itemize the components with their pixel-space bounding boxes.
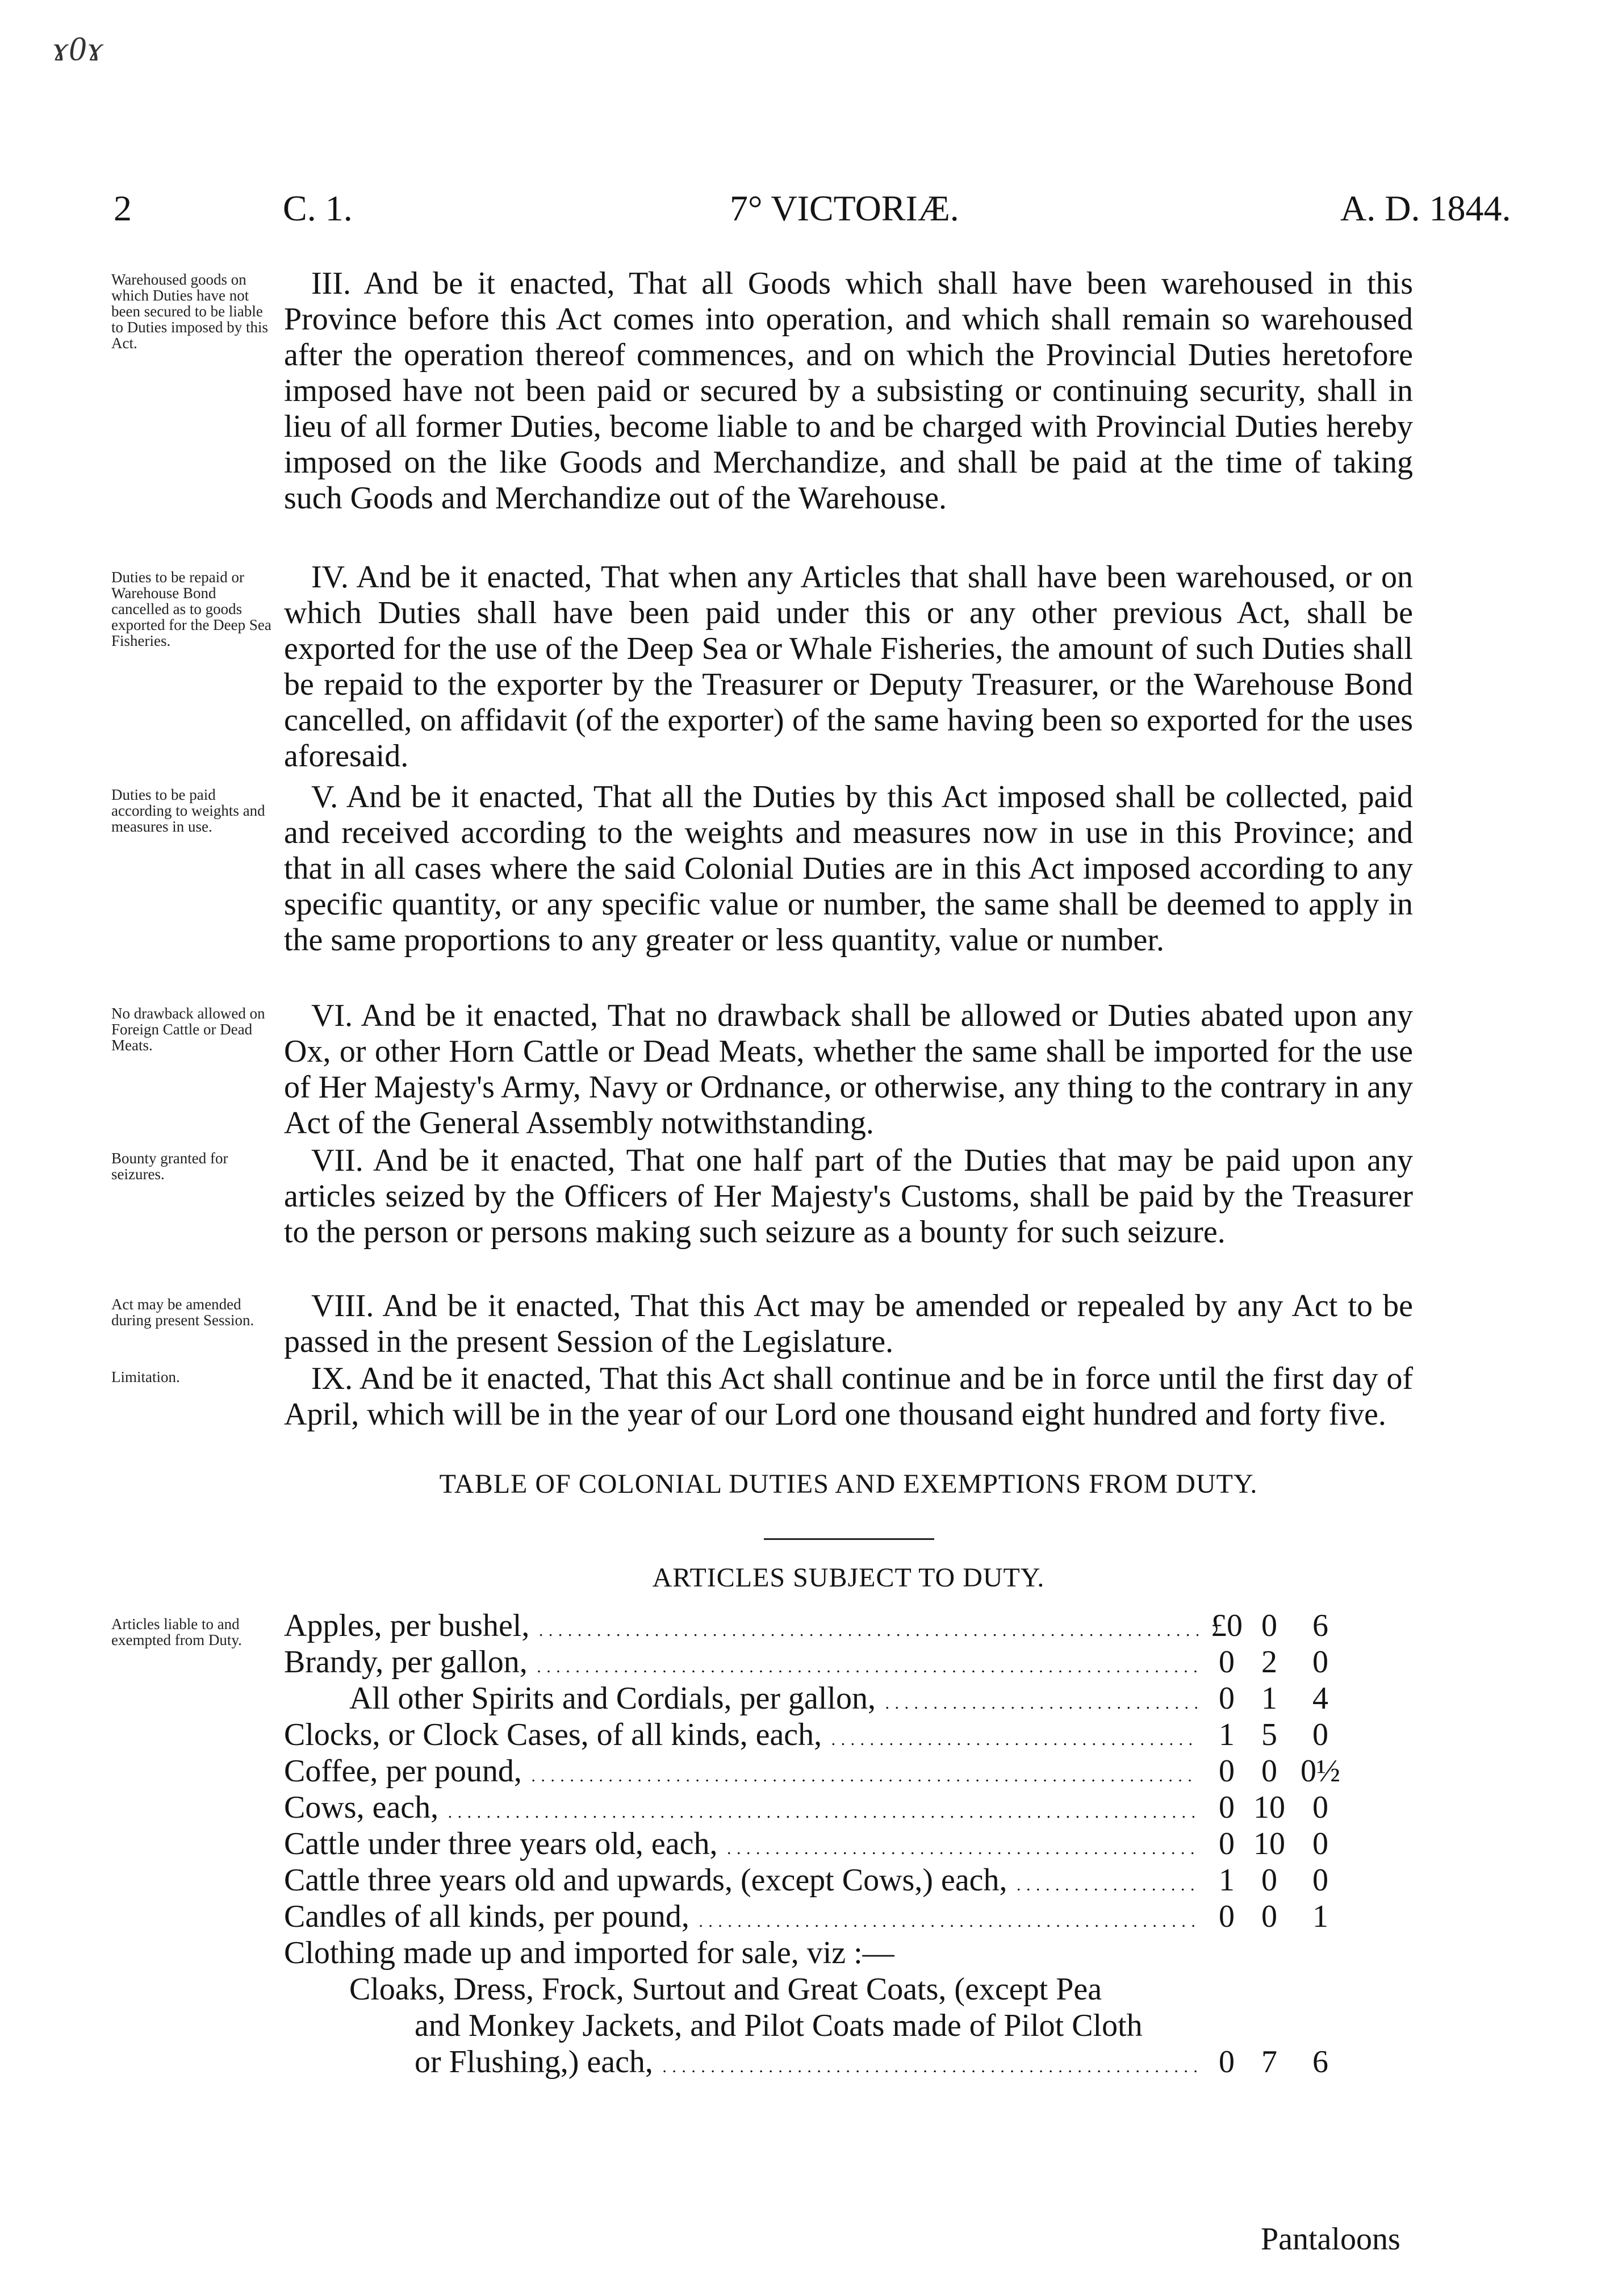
article-name: or Flushing,) each, . . . <box>415 2044 1198 2080</box>
chapter-number: C. 1. <box>283 188 353 228</box>
table-title: TABLE OF COLONIAL DUTIES AND EXEMPTIONS FROM DUTY. <box>439 1469 1258 1499</box>
table-row <box>0 1898 1614 1935</box>
running-header <box>0 187 1614 233</box>
pence-cell: 0 <box>1312 1717 1328 1752</box>
pounds-cell: 0 <box>1219 1790 1235 1825</box>
pence-cell: 6 <box>1312 2044 1328 2080</box>
table-row <box>0 1717 1614 1753</box>
pounds-cell: £0 <box>1211 1608 1243 1643</box>
title-rule <box>764 1538 934 1540</box>
article-name: Apples, per bushel, . . . <box>284 1608 1198 1644</box>
pounds-cell: 0 <box>1219 1899 1235 1934</box>
pence-cell: 0 <box>1312 1644 1328 1680</box>
table-row <box>0 1644 1614 1680</box>
section-8: VIII. And be it enacted, That this Act may be amended or repealed by any Act to be passed in the present Session of the Legislature. <box>284 1288 1413 1359</box>
shillings-cell: 5 <box>1261 1717 1277 1752</box>
section-7: VII. And be it enacted, That one half part of the Duties that may be paid upon any articles seized by the Officers of Her Majesty's Customs, shall be paid by the Treasurer to the person or persons making such seizure as a bounty for such seizure. <box>284 1143 1413 1250</box>
shillings-cell: 0 <box>1261 1754 1277 1789</box>
clothing-item-line: and Monkey Jackets, and Pilot Coats made of Pilot Cloth <box>415 2008 1143 2043</box>
section-5: V. And be it enacted, That all the Duties by this Act imposed shall be collected, paid and received according to the weights and measures now in use in this Province; and that in all cases where the said Colonial Duties are in this Act imposed according to any specific quantity, or any specific value or number, the same shall be deemed to apply in the same proportions to any greater or less quantity, value or number. <box>284 779 1413 958</box>
margin-note-section-9: Limitation. <box>111 1368 180 1385</box>
pence-cell: 4 <box>1312 1681 1328 1716</box>
pounds-cell: 0 <box>1219 1644 1235 1680</box>
pounds-cell: 0 <box>1219 1826 1235 1861</box>
margin-note-section-5: Duties to be paid according to weights and measures in use. <box>111 786 265 835</box>
shillings-cell: 2 <box>1261 1644 1277 1680</box>
pence-cell: 0 <box>1312 1790 1328 1825</box>
clothing-heading: Clothing made up and imported for sale, viz :— <box>284 1935 894 1971</box>
article-name: Candles of all kinds, per pound, . . . <box>284 1898 1198 1935</box>
article-name: Clocks, or Clock Cases, of all kinds, each, . . . <box>284 1717 1198 1753</box>
catchword: Pantaloons <box>1261 2222 1400 2257</box>
pounds-cell: 1 <box>1219 1863 1235 1898</box>
page-number: 2 <box>114 188 132 228</box>
table-row <box>0 1608 1614 1644</box>
section-9: IX. And be it enacted, That this Act shall continue and be in force until the first day of April, which will be in the year of our Lord one thousand eight hundred and forty five. <box>284 1361 1413 1432</box>
shillings-cell: 1 <box>1261 1681 1277 1716</box>
clothing-item-line: Cloaks, Dress, Frock, Surtout and Great Coats, (except Pea <box>349 1972 1102 2007</box>
article-name: All other Spirits and Cordials, per gallon, . . . <box>349 1680 1198 1717</box>
article-name: Cattle under three years old, each, . . . <box>284 1826 1198 1862</box>
shillings-cell: 10 <box>1253 1826 1285 1861</box>
table-row <box>0 1789 1614 1826</box>
article-name: Cattle three years old and upwards, (except Cows,) each, . . . <box>284 1862 1198 1898</box>
shillings-cell: 10 <box>1253 1790 1285 1825</box>
margin-note-table: Articles liable to and exempted from Duty. <box>111 1615 242 1648</box>
margin-note-section-8: Act may be amended during present Session. <box>111 1296 254 1329</box>
pounds-cell: 0 <box>1219 2044 1235 2080</box>
article-name: Brandy, per gallon, . . . <box>284 1644 1198 1680</box>
pounds-cell: 1 <box>1219 1717 1235 1752</box>
section-4: IV. And be it enacted, That when any Articles that shall have been warehoused, or on which Duties shall have been paid under this or any other previous Act, shall be exported for the use of the Deep Sea or Whale Fisheries, the amount of such Duties shall be repaid to the exporter by the Treasurer or Deputy Treasurer, or the Warehouse Bond cancelled, on affidavit (of the exporter) of the same having been so exported for the uses aforesaid. <box>284 560 1413 774</box>
pence-cell: 6 <box>1312 1608 1328 1643</box>
shillings-cell: 0 <box>1261 1608 1277 1643</box>
pence-cell: 0 <box>1312 1826 1328 1861</box>
table-row <box>0 2044 1614 2080</box>
regnal-year: 7° VICTORIÆ. <box>730 188 959 228</box>
shillings-cell: 0 <box>1261 1863 1277 1898</box>
pounds-cell: 0 <box>1219 1754 1235 1789</box>
section-3: III. And be it enacted, That all Goods which shall have been warehoused in this Province before this Act comes into operation, and which shall remain so warehoused after the operation thereof commences, and on which the Provincial Duties heretofore imposed have not been paid or secured by a subsisting or continuing security, shall in lieu of all former Duties, become liable to and be charged with Provincial Duties hereby imposed on the like Goods and Merchandize, and shall be paid at the time of taking such Goods and Merchandize out of the Warehouse. <box>284 266 1413 516</box>
table-subtitle: ARTICLES SUBJECT TO DUTY. <box>652 1563 1045 1593</box>
table-row <box>0 1862 1614 1898</box>
table-row <box>0 1753 1614 1789</box>
table-row <box>0 1680 1614 1717</box>
section-6: VI. And be it enacted, That no drawback shall be allowed or Duties abated upon any Ox, or other Horn Cattle or Dead Meats, whether the same shall be imported for the use of Her Majesty's Army, Navy or Ordnance, or otherwise, any thing to the contrary in any Act of the General Assembly notwithstanding. <box>284 998 1413 1141</box>
anno-domini: A. D. 1844. <box>1340 188 1511 228</box>
article-name: Cows, each, . . . <box>284 1789 1198 1826</box>
pence-cell: 0½ <box>1301 1754 1340 1789</box>
table-row <box>0 1826 1614 1862</box>
pence-cell: 1 <box>1312 1899 1328 1934</box>
shillings-cell: 0 <box>1261 1899 1277 1934</box>
handwritten-note: ɤ0ɤ <box>52 30 104 68</box>
margin-note-section-4: Duties to be repaid or Warehouse Bond cancelled as to goods exported for the Deep Sea Fisheries. <box>111 569 271 649</box>
pounds-cell: 0 <box>1219 1681 1235 1716</box>
margin-note-section-7: Bounty granted for seizures. <box>111 1150 228 1183</box>
pence-cell: 0 <box>1312 1863 1328 1898</box>
margin-note-section-6: No drawback allowed on Foreign Cattle or Dead Meats. <box>111 1005 265 1054</box>
margin-note-section-3: Warehoused goods on which Duties have not been secured to be liable to Duties imposed by this Act. <box>111 271 268 352</box>
shillings-cell: 7 <box>1261 2044 1277 2080</box>
article-name: Coffee, per pound, . . . <box>284 1753 1198 1789</box>
